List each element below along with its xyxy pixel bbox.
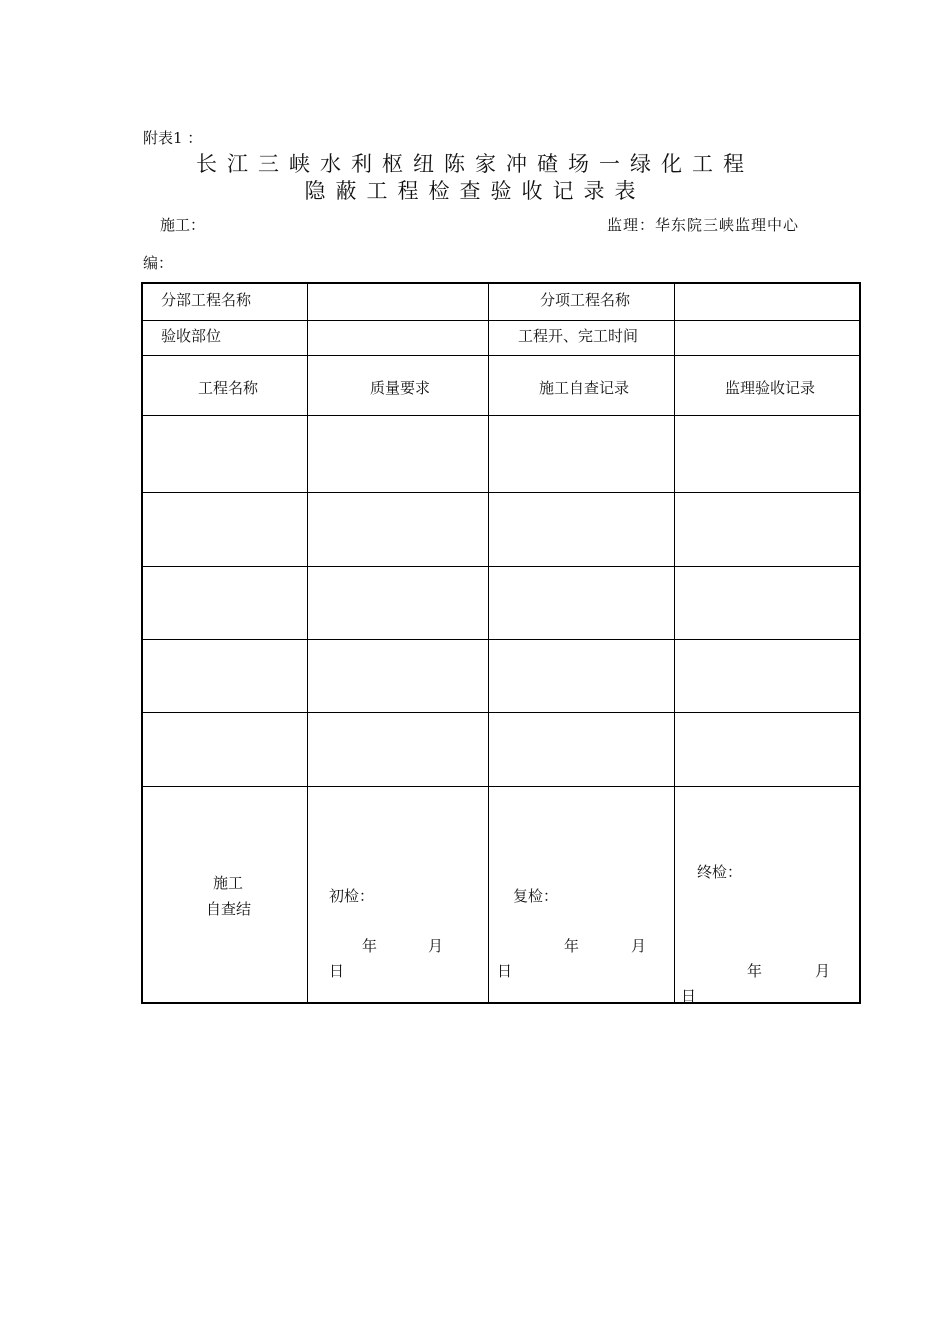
row-divider — [143, 566, 859, 567]
initial-check-label: 初检： — [329, 887, 375, 905]
initial-year-label: 年 — [362, 937, 378, 955]
work-period-label: 工程开、完工时间 — [518, 327, 639, 345]
supervision-label: 监理：华东院三峡监理中心 — [607, 216, 800, 234]
row-divider — [143, 492, 859, 493]
row-divider — [143, 639, 859, 640]
inspection-location-label: 验收部位 — [161, 327, 222, 345]
column-divider — [488, 284, 489, 1002]
recheck-label: 复检： — [513, 887, 559, 905]
initial-month-label: 月 — [428, 937, 444, 955]
recheck-day-label: 日 — [497, 962, 513, 980]
attachment-label: 附表1 ： — [143, 129, 203, 147]
final-check-label: 终检： — [697, 863, 743, 881]
document-title-line1: 长江三峡水利枢纽陈家冲碴场一绿化工程 — [196, 152, 754, 176]
final-day-label: 日 — [681, 987, 697, 1005]
column-header-project-name: 工程名称 — [198, 379, 259, 397]
final-year-label: 年 — [747, 962, 763, 980]
recheck-month-label: 月 — [631, 937, 647, 955]
column-header-supervision-record: 监理验收记录 — [725, 379, 816, 397]
initial-day-label: 日 — [329, 962, 345, 980]
construction-label: 施工： — [160, 216, 206, 234]
final-month-label: 月 — [815, 962, 831, 980]
self-check-label-line2: 自查结 — [206, 900, 252, 918]
column-divider — [307, 284, 308, 1002]
row-divider — [143, 415, 859, 416]
self-check-label-line1: 施工 — [213, 874, 244, 892]
column-header-quality-requirement: 质量要求 — [370, 379, 431, 397]
sub-project-name-label: 分部工程名称 — [161, 291, 252, 309]
row-divider — [143, 355, 859, 356]
item-project-name-label: 分项工程名称 — [540, 291, 631, 309]
document-title-line2: 隐蔽工程检查验收记录表 — [304, 179, 646, 203]
row-divider — [143, 786, 859, 787]
recheck-year-label: 年 — [564, 937, 580, 955]
row-divider — [143, 320, 859, 321]
row-divider — [143, 712, 859, 713]
inspection-record-table — [141, 282, 861, 1004]
compile-label: 编： — [143, 254, 174, 272]
column-header-self-check-record: 施工自查记录 — [539, 379, 630, 397]
column-divider — [674, 284, 675, 1002]
